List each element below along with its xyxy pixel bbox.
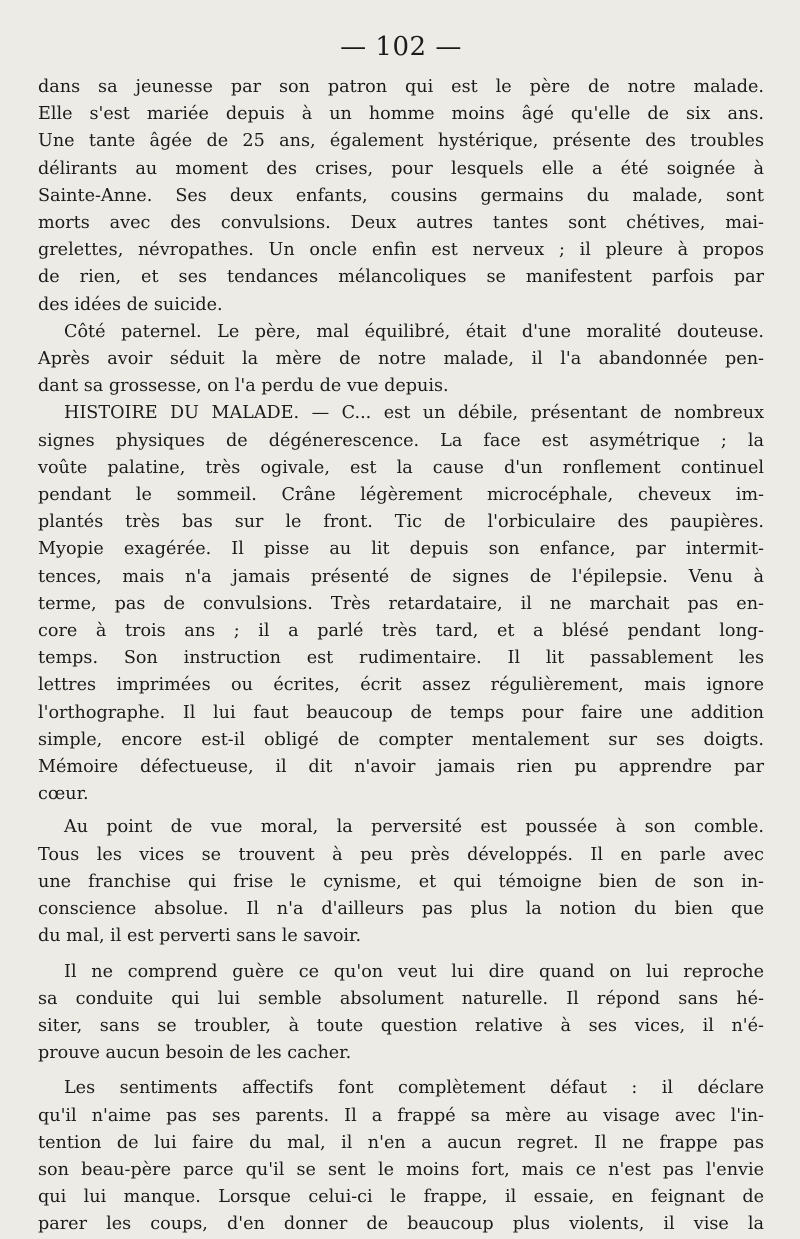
paragraph-histoire-du-malade bbox=[38, 400, 764, 808]
text-line: Mémoire défectueuse, il dit n'avoir jamais rien pu apprendre par bbox=[38, 757, 764, 778]
text-line: Tous les vices se trouvent à peu près développés. Il en parle avec bbox=[38, 844, 764, 865]
text-line: simple, encore est-il obligé de compter mentalement sur ses doigts. bbox=[38, 729, 764, 750]
text-line: morts avec des convulsions. Deux autres tantes sont chétives, mai- bbox=[38, 213, 764, 234]
text-line: tention de lui faire du mal, il n'en a aucun regret. Il ne frappe pas bbox=[38, 1132, 764, 1153]
text-line: délirants au moment des crises, pour lesquels elle a été soignée à bbox=[38, 158, 764, 179]
text-line: Myopie exagérée. Il pisse au lit depuis son enfance, par intermit- bbox=[38, 539, 764, 560]
text-line: une franchise qui frise le cynisme, et qui témoigne bien de son in- bbox=[38, 871, 764, 892]
text-line: des idées de suicide. bbox=[38, 294, 223, 315]
text-line: Après avoir séduit la mère de notre malade, il l'a abandonnée pen- bbox=[38, 349, 764, 370]
text-line: Sainte-Anne. Ses deux enfants, cousins germains du malade, sont bbox=[38, 185, 764, 206]
text-line: Au point de vue moral, la perversité est poussée à son comble. bbox=[64, 817, 764, 838]
text-line: dant sa grossesse, on l'a perdu de vue depuis. bbox=[38, 376, 449, 397]
text-line: sa conduite qui lui semble absolument naturelle. Il répond sans hé- bbox=[38, 988, 764, 1009]
paragraph-cote-paternel bbox=[38, 319, 764, 401]
text-line: Il ne comprend guère ce qu'on veut lui dire quand on lui reproche bbox=[64, 961, 764, 982]
text-line: siter, sans se troubler, à toute question relative à ses vices, il n'é- bbox=[38, 1015, 764, 1036]
body-text bbox=[38, 74, 764, 1239]
text-line: plantés très bas sur le front. Tic de l'orbiculaire des paupières. bbox=[38, 512, 764, 533]
text-line: tences, mais n'a jamais présenté de signes de l'épilepsie. Venu à bbox=[38, 566, 764, 587]
paragraph-point-de-vue-moral bbox=[38, 814, 764, 950]
text-line: l'orthographe. Il lui faut beaucoup de temps pour faire une addition bbox=[38, 702, 764, 723]
paragraph-conduite bbox=[38, 959, 764, 1068]
text-line: dans sa jeunesse par son patron qui est le père de notre malade. bbox=[38, 77, 764, 97]
text-line: qu'il n'aime pas ses parents. Il a frappé sa mère au visage avec l'in- bbox=[38, 1105, 764, 1126]
text-line: conscience absolue. Il n'a d'ailleurs pas plus la notion du bien que bbox=[38, 899, 764, 920]
text-line: son beau-père parce qu'il se sent le moins fort, mais ce n'est pas l'envie bbox=[38, 1159, 764, 1180]
text-line: voûte palatine, très ogivale, est la cause d'un ronflement continuel bbox=[38, 457, 764, 478]
text-line: Les sentiments affectifs font complètement défaut : il déclare bbox=[64, 1078, 764, 1099]
text-line: terme, pas de convulsions. Très retardataire, il ne marchait pas en- bbox=[38, 593, 764, 614]
text-line: core à trois ans ; il a parlé très tard, et a blésé pendant long- bbox=[38, 621, 764, 642]
text-line: prouve aucun besoin de les cacher. bbox=[38, 1043, 352, 1064]
text-line: HISTOIRE DU MALADE. — C... est un débile, présentant de nombreux bbox=[64, 403, 764, 424]
page-number: — 102 — bbox=[340, 32, 462, 62]
text-line: de rien, et ses tendances mélancoliques se manifestent parfois par bbox=[38, 267, 764, 288]
text-line: Une tante âgée de 25 ans, également hystérique, présente des troubles bbox=[38, 131, 764, 152]
text-line: lettres imprimées ou écrites, écrit assez régulièrement, mais ignore bbox=[38, 675, 764, 696]
text-line: parer les coups, d'en donner de beaucoup plus violents, il vise la bbox=[38, 1214, 764, 1235]
paragraph-sentiments-affectifs bbox=[38, 1075, 764, 1238]
paragraph-family-maternal bbox=[38, 74, 764, 319]
text-line: signes physiques de dégénerescence. La face est asymétrique ; la bbox=[38, 430, 764, 451]
text-line: pendant le sommeil. Crâne légèrement microcéphale, cheveux im- bbox=[38, 485, 764, 506]
text-line: Côté paternel. Le père, mal équilibré, était d'une moralité douteuse. bbox=[64, 321, 764, 342]
text-line: Elle s'est mariée depuis à un homme moins âgé qu'elle de six ans. bbox=[38, 104, 764, 125]
text-line: qui lui manque. Lorsque celui-ci le frappe, il essaie, en feignant de bbox=[38, 1187, 764, 1208]
text-line: cœur. bbox=[38, 784, 89, 805]
text-line: temps. Son instruction est rudimentaire. Il lit passablement les bbox=[38, 648, 764, 669]
text-line: du mal, il est perverti sans le savoir. bbox=[38, 926, 362, 947]
text-line: grelettes, névropathes. Un oncle enfin est nerveux ; il pleure à propos bbox=[38, 240, 764, 261]
